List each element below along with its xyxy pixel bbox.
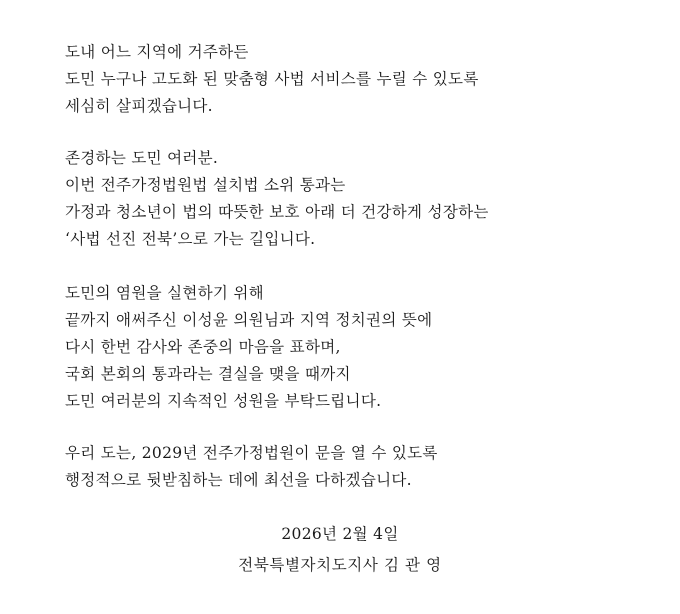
text-line: 끝까지 애써주신 이성윤 의원님과 지역 정치권의 뜻에 [65,311,433,329]
text-line: 이번 전주가정법원법 설치법 소위 통과는 [65,176,346,194]
text-line: 도민 누구나 고도화 된 맞춤형 사법 서비스를 누릴 수 있도록 [65,70,479,88]
text-line: 도내 어느 지역에 거주하든 [65,43,249,61]
text-line: 가정과 청소년이 법의 따뜻한 보호 아래 더 건강하게 성장하는 [65,203,489,221]
signature-name: 전북특별자치도지사 김 관 영 [238,556,442,574]
text-line: 도민의 염원을 실현하기 위해 [65,284,264,302]
signature-date: 2026년 2월 4일 [281,525,399,543]
paragraph-4 [65,440,438,494]
text-line: 도민 여러분의 지속적인 성원을 부탁드립니다. [65,392,382,410]
text-line: 행정적으로 뒷받침하는 데에 최선을 다하겠습니다. [65,471,412,489]
text-line: ‘사법 선진 전북’으로 가는 길입니다. [65,230,316,248]
text-line: 세심히 살피겠습니다. [65,97,213,115]
text-line: 우리 도는, 2029년 전주가정법원이 문을 열 수 있도록 [65,444,438,462]
paragraph-2 [65,145,489,253]
text-line: 국회 본회의 통과라는 결실을 맺을 때까지 [65,365,351,383]
paragraph-3 [65,280,432,415]
text-line: 다시 한번 감사와 존중의 마음을 표하며, [65,338,341,356]
paragraph-1 [65,39,479,120]
text-line: 존경하는 도민 여러분. [65,149,219,167]
